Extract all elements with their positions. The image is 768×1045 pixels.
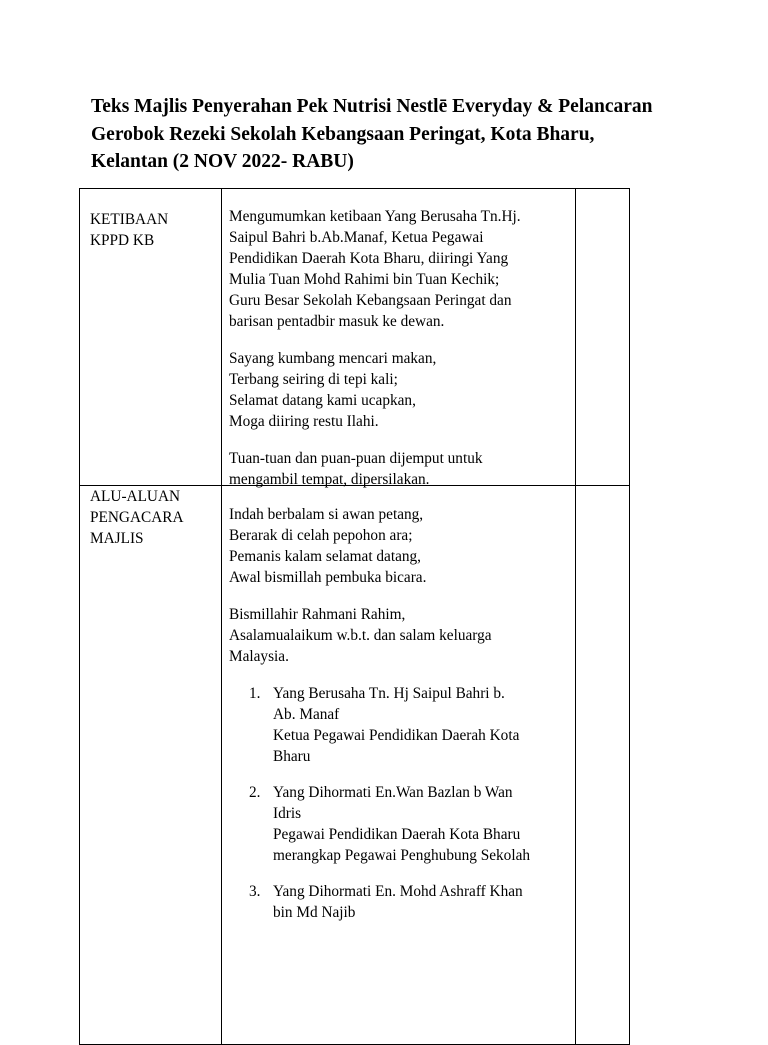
text-line: Yang Dihormati En. Mohd Ashraff Khan [273, 883, 523, 900]
text-line: Malaysia. [229, 648, 289, 665]
section-label-line: MAJLIS [90, 530, 144, 547]
title-line: Kelantan (2 NOV 2022- RABU) [91, 151, 354, 172]
text-line: Ab. Manaf [273, 706, 340, 723]
script-text-cell [222, 189, 576, 486]
text-line: Yang Dihormati En.Wan Bazlan b Wan [273, 784, 513, 801]
section-label-line: KPPD KB [90, 232, 155, 249]
text-line: Terbang seiring di tepi kali; [229, 371, 398, 388]
document-title [91, 93, 731, 176]
text-line: bin Md Najib [273, 904, 356, 921]
text-line: Guru Besar Sekolah Kebangsaan Peringat dan [229, 292, 512, 309]
text-line: Mengumumkan ketibaan Yang Berusaha Tn.Hj. [229, 208, 521, 225]
list-item [229, 683, 571, 767]
text-line: Berarak di celah pepohon ara; [229, 527, 413, 544]
list-item [229, 782, 571, 866]
text-line: Ketua Pegawai Pendidikan Daerah Kota [273, 727, 520, 744]
greeting-paragraph [229, 604, 571, 667]
announcement-paragraph [229, 206, 571, 332]
event-script-table [79, 188, 630, 1045]
text-line: Bharu [273, 748, 311, 765]
list-item [229, 881, 571, 923]
pantun-paragraph [229, 504, 571, 588]
empty-cell [576, 486, 630, 1045]
text-line: Yang Berusaha Tn. Hj Saipul Bahri b. [273, 685, 505, 702]
pantun-paragraph [229, 348, 571, 432]
list-number: 1. [249, 685, 261, 702]
text-line: Sayang kumbang mencari makan, [229, 350, 437, 367]
script-text-cell [222, 486, 576, 1045]
section-label-cell [80, 189, 222, 486]
text-line: Selamat datang kami ucapkan, [229, 392, 416, 409]
text-line: Pegawai Pendidikan Daerah Kota Bharu [273, 826, 521, 843]
section-label-line: PENGACARA [90, 509, 184, 526]
text-line: Mulia Tuan Mohd Rahimi bin Tuan Kechik; [229, 271, 500, 288]
text-line: Bismillahir Rahmani Rahim, [229, 606, 406, 623]
title-line: Gerobok Rezeki Sekolah Kebangsaan Peringat, Kota Bharu, [91, 123, 595, 145]
table-row-ketibaan [80, 189, 630, 486]
text-line: Tuan-tuan dan puan-puan dijemput untuk [229, 450, 483, 467]
text-line: Pendidikan Daerah Kota Bharu, diiringi Yang [229, 250, 509, 267]
list-number: 3. [249, 883, 261, 900]
table-row-alu-aluan [80, 486, 630, 1045]
section-label-line: ALU-ALUAN [90, 488, 181, 505]
text-line: mengambil tempat, dipersilakan. [229, 471, 430, 488]
text-line: Idris [273, 805, 302, 822]
empty-cell [576, 189, 630, 486]
list-number: 2. [249, 784, 261, 801]
text-line: Asalamualaikum w.b.t. dan salam keluarga [229, 627, 492, 644]
dignitary-list [229, 683, 571, 923]
text-line: Awal bismillah pembuka bicara. [229, 569, 427, 586]
invitation-paragraph [229, 448, 571, 490]
section-label-line: KETIBAAN [90, 211, 169, 228]
text-line: Indah berbalam si awan petang, [229, 506, 424, 523]
text-line: Saipul Bahri b.Ab.Manaf, Ketua Pegawai [229, 229, 484, 246]
text-line: merangkap Pegawai Penghubung Sekolah [273, 847, 531, 864]
title-line: Teks Majlis Penyerahan Pek Nutrisi Nestlē Everyday & Pelancaran [91, 96, 653, 117]
text-line: Moga diiring restu Ilahi. [229, 413, 379, 430]
text-line: barisan pentadbir masuk ke dewan. [229, 313, 445, 330]
section-label-cell [80, 486, 222, 1045]
text-line: Pemanis kalam selamat datang, [229, 548, 422, 565]
